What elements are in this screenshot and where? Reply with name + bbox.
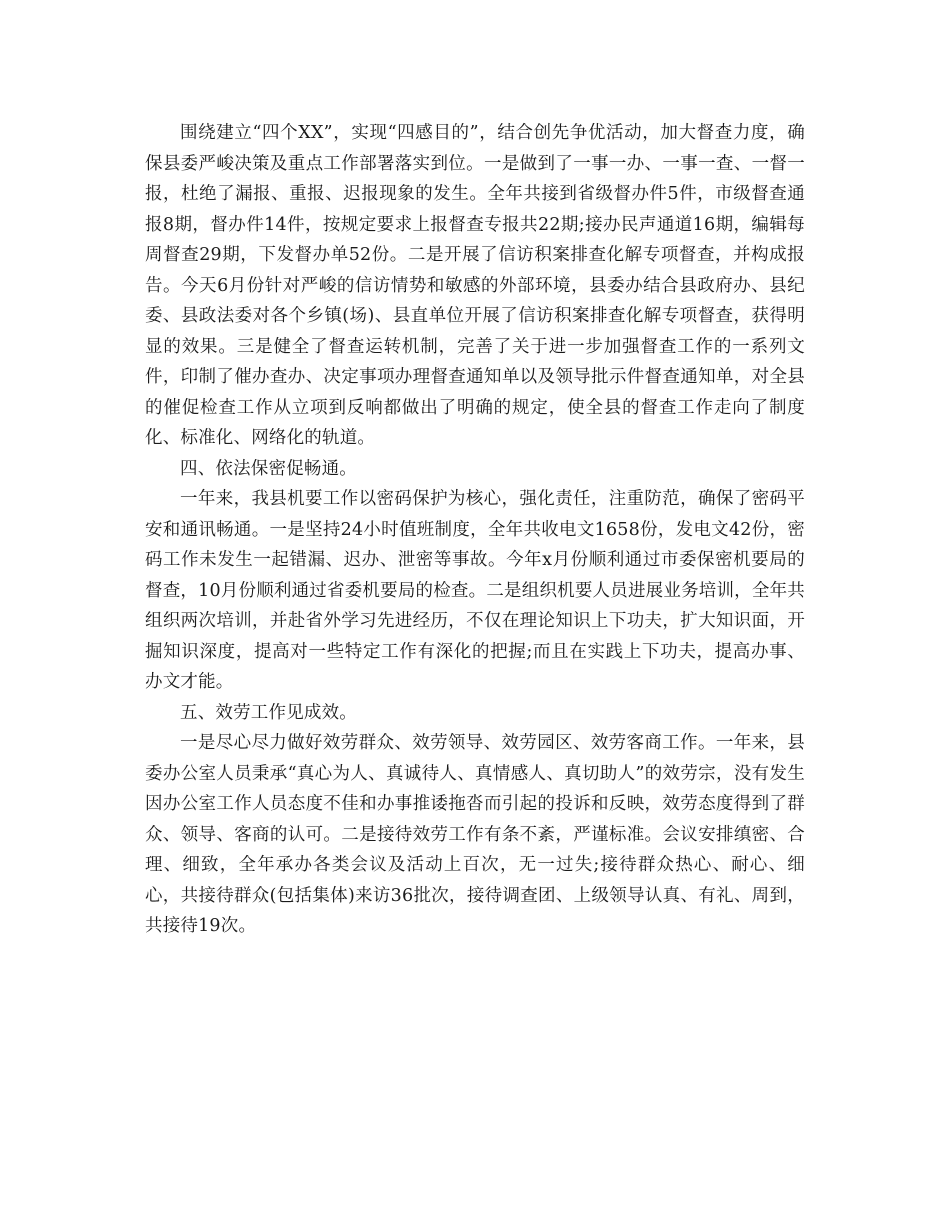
paragraph-service: 一是尽心尽力做好效劳群众、效劳领导、效劳园区、效劳客商工作。一年来，县委办公室人员秉承“真心为人、真诚待人、真情感人、真切助人”的效劳宗，没有发生因办公室工作人员态度不佳和办事推诿拖沓而引起的投诉和反映，效劳态度得到了群众、领导、客商的认可。二是接待效劳工作有条不紊，严谨标准。会议安排缜密、合理、细致，全年承办各类会议及活动上百次，无一过失;接待群众热心、耐心、细心，共接待群众(包括集体)来访36批次，接待调查团、上级领导认真、有礼、周到，共接待19次。 bbox=[145, 733, 805, 936]
heading-confidentiality: 四、依法保密促畅通。 bbox=[180, 458, 357, 479]
paragraph-confidentiality: 一年来，我县机要工作以密码保护为核心，强化责任，注重防范，确保了密码平安和通讯畅通。一是坚持24小时值班制度，全年共收电文1658份，发电文42份，密码工作未发生一起错漏、迟办、泄密等事故。今年x月份顺利通过市委保密机要局的督查，10月份顺利通过省委机要局的检查。二是组织机要人员进展业务培训，全年共组织两次培训，并赴省外学习先进经历，不仅在理论知识上下功夫，扩大知识面，开掘知识深度，提高对一些特定工作有深化的把握;而且在实践上下功夫，提高办事、办文才能。 bbox=[145, 489, 805, 692]
heading-service: 五、效劳工作见成效。 bbox=[180, 702, 357, 723]
document-body bbox=[145, 118, 805, 942]
paragraph-supervision: 围绕建立“四个XX”，实现“四感目的”，结合创先争优活动，加大督查力度，确保县委严峻决策及重点工作部署落实到位。一是做到了一事一办、一事一查、一督一报，杜绝了漏报、重报、迟报现象的发生。全年共接到省级督办件5件，市级督查通报8期，督办件14件，按规定要求上报督查专报共22期;接办民声通道16期，编辑每周督查29期，下发督办单52份。二是开展了信访积案排查化解专项督查，并构成报告。今天6月份针对严峻的信访情势和敏感的外部环境，县委办结合县政府办、县纪委、县政法委对各个乡镇(场)、县直单位开展了信访积案排查化解专项督查，获得明显的效果。三是健全了督查运转机制，完善了关于进一步加强督查工作的一系列文件，印制了催办查办、决定事项办理督查通知单以及领导批示件督查通知单，对全县的催促检查工作从立项到反响都做出了明确的规定，使全县的督查工作走向了制度化、标准化、网络化的轨道。 bbox=[145, 123, 805, 448]
